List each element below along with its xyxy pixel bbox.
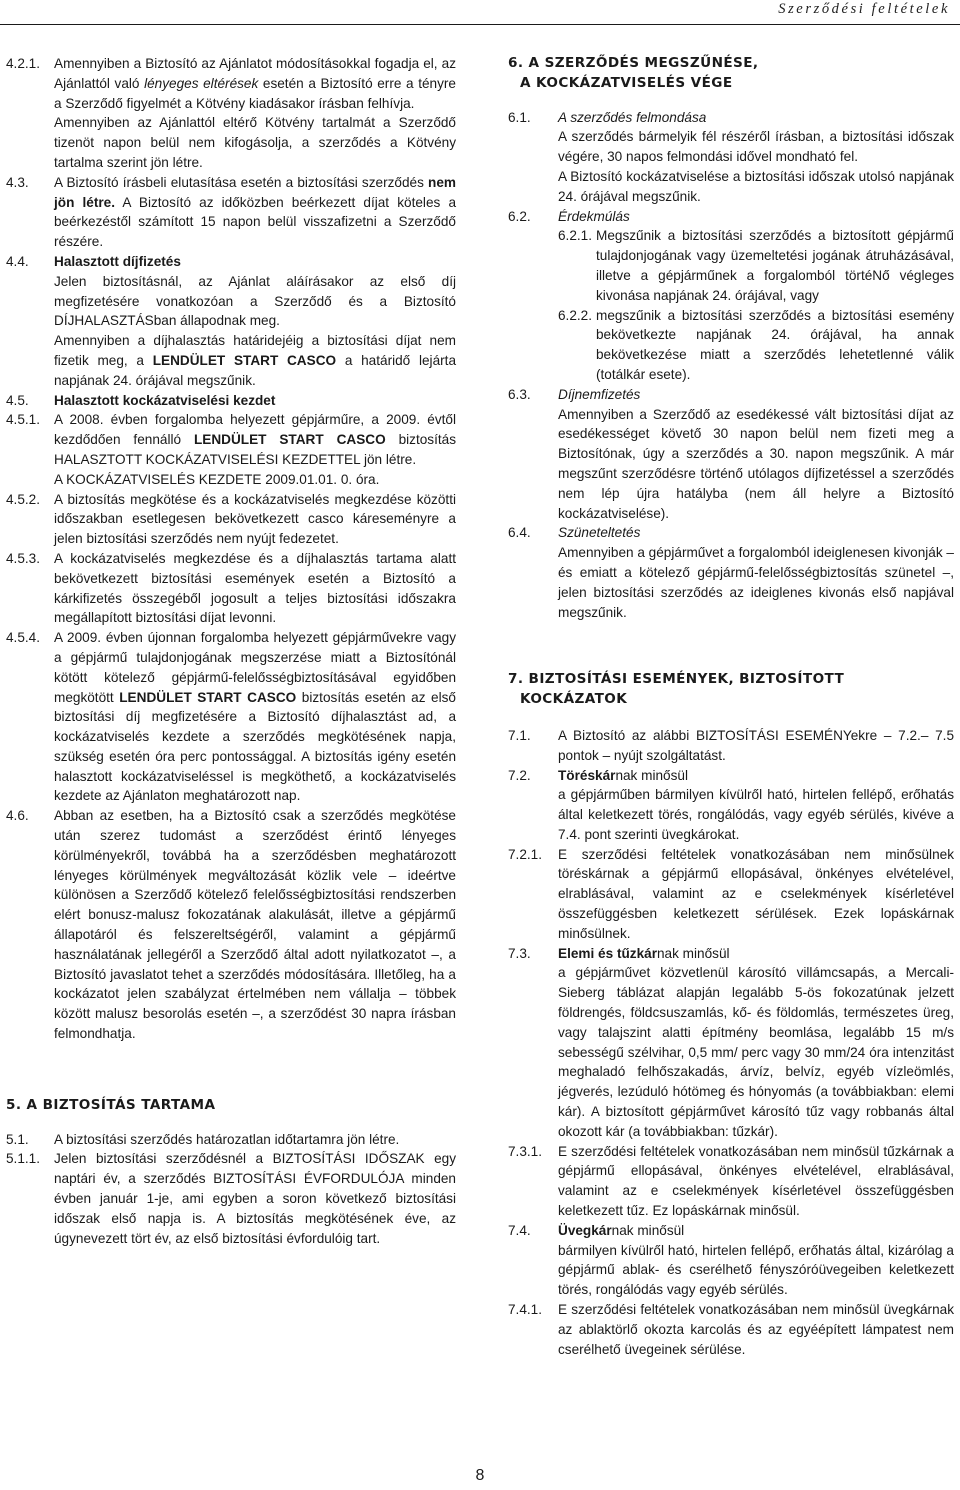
- clause-6-4: [508, 523, 954, 622]
- text-run: biztosítás esetén az első biztosítási díj megfizetésére a Biztosító díjhalasztást ad, a kockázatviselés kezdete a szerződés megkötésének napja, szükség esetén óra perc pontossággal. A biztosítás igény esetén halasztott kockázatviseléssel is megköthető, a kockázatviselés kezdete az Ajánlaton meghatározott nap.: [54, 689, 456, 804]
- clause-number: 4.6.: [6, 808, 29, 824]
- left-column: [6, 54, 456, 1248]
- clause-title: A szerződés felmondása: [558, 109, 707, 125]
- clause-number: 6.4.: [508, 525, 531, 541]
- clause-text: A KOCKÁZATVISELÉS KEZDETE 2009.01.01. 0. óra.: [54, 471, 380, 487]
- clause-number: 7.4.1.: [508, 1302, 543, 1318]
- clause-7-4-1: [508, 1300, 954, 1359]
- clause-6-1: [508, 108, 954, 207]
- spacer: [508, 710, 954, 726]
- clause-number: 4.2.1.: [6, 56, 41, 71]
- clause-title: [558, 944, 954, 964]
- clause-number: 4.5.: [6, 392, 29, 408]
- clause-title: Halasztott kockázatviselési kezdet: [54, 392, 276, 408]
- clause-7-1: [508, 726, 954, 766]
- spacer: [6, 1116, 456, 1130]
- clause-6-2: [508, 207, 954, 227]
- text-run: A 2009. évben újonnan forgalomba helyezett gépjárművekre vagy a gépjármű tulajdonjogának megszerzése miatt a Biztosítónál kötött kötelező gépjármű-felelősségbiztosításával egyidőben megkötött: [54, 630, 456, 705]
- emphasis-text: lényeges eltérések: [144, 75, 259, 91]
- text-run: nak minősül: [656, 945, 730, 961]
- heading-line: 7. BIZTOSÍTÁSI ESEMÉNYEK, BIZTOSÍTOTT: [508, 671, 845, 688]
- clause-7-3: [508, 944, 954, 1142]
- clause-number: 7.3.: [508, 945, 531, 961]
- clause-text: [54, 628, 456, 806]
- clause-title: Érdekmúlás: [558, 208, 630, 224]
- clause-4-5-1: [6, 410, 456, 489]
- bold-text: LENDÜLET START CASCO: [152, 352, 337, 368]
- clause-number: 4.5.2.: [6, 491, 41, 507]
- section-heading-5: 5. A BIZTOSÍTÁS TARTAMA: [6, 1096, 216, 1113]
- clause-number: 6.1.: [508, 109, 531, 125]
- clause-number: 4.5.3.: [6, 550, 41, 566]
- clause-title: Szüneteltetés: [558, 525, 641, 541]
- text-run: Amennyiben a Biztosító az Ajánlatot módosításokkal fogadja el, az Ajánlattól való: [54, 56, 456, 91]
- clause-number: 6.3.: [508, 386, 531, 402]
- clause-text: A szerződés bármelyik fél részéről írásban, a biztosítási időszak végére, 30 napos felmondási idővel mondható fel.: [558, 129, 954, 165]
- spacer: [6, 1044, 456, 1096]
- bold-text: Törésk: [558, 767, 603, 783]
- heading-line: KOCKÁZATOK: [520, 691, 628, 708]
- clause-7-4: [508, 1221, 954, 1300]
- clause-text: [54, 173, 456, 252]
- clause-text: Megszűnik a biztosítási szerződés a biztosított gépjármű tulajdonjogának vagy üzemeltetési jogának átruházásával, illetve a gépjárműnek a forgalomból törtéNő végleges kivonása napjának 24. órájával, vagy: [596, 228, 954, 303]
- clause-number: 5.1.: [6, 1131, 29, 1147]
- clause-4-5-4: [6, 628, 456, 806]
- clause-text: a gépjárműben bármilyen kívülről ható, hirtelen fellépő, erőhatás által keletkezett törés, rongálódás, vagy egyéb sérülés, kivéve a 7.4. pont szerinti üvegkárokat.: [558, 787, 954, 842]
- clause-7-2-1: [508, 845, 954, 944]
- clause-6-3: [508, 385, 954, 524]
- clause-4-6: [6, 806, 456, 1044]
- clause-6-2-2: [508, 306, 954, 385]
- clause-text: Abban az esetben, ha a Biztosító csak a szerződés megkötése után szerez tudomást a szerződést érintő lényeges körülményekről, továbbá ha a szerződésben meghatározott lényeges körülmények megváltozását közlik vele – ideértve különösen a Szerződő kötelező felelősségbiztosítási rendszerben elért bonusz-malusz fokozatának alakulását, illetve a gépjármű állapotáról és felszereltségéről, valamint a gépjármű használatának jellegéről a Szerződő által adott nyilatkozatot –, a Biztosító javaslatot tehet a szerződés módosítására. Illetőleg, ha a kockázatot jelen szabályzat értelmében nem vállalja – többek között malusz besorolás esetén –, a szerződést 30 napra írásban felmondhatja.: [54, 808, 456, 1042]
- clause-text: Jelen biztosításnál, az Ajánlat aláírásakor az első díj megfizetésére vonatkozóan a Szerződő és a Biztosító DÍJHALASZTÁSban állapodnak meg.: [54, 273, 456, 329]
- text-run: esetén a Biztosító erre a tényre a Szerződő figyelmét a Kötvény kiadásakor írásban felhívja.: [54, 75, 456, 111]
- clause-number: 7.2.: [508, 767, 531, 783]
- clause-number: 7.4.: [508, 1222, 531, 1238]
- clause-number: 6.2.: [508, 208, 531, 224]
- clause-text: a gépjárművet közvetlenül károsító villámcsapás, a Mercali-Sieberg táblázat alapján legalább 5-ös fokozatúnak jelzett földrengés, földcsuszamlás, kő- és földomlás, természetes üreg, vagy talajszint alatti építmény beomlása, legalább 15 m/s sebességű szélvihar, 0,5 mm/ perc vagy 30 mm/24 óra intenzitást meghaladó felhőszakadás, árvíz, belvíz, egyéb vízleömlés, jégverés, lezúduló hótömeg és hónyomás (a továbbiakban: elemi kár). A biztosított gépjárművet károsító tűz vagy robbanás által okozott kár (a továbbiakban: tűzkár).: [558, 965, 954, 1139]
- right-column: [508, 54, 954, 1359]
- clause-text: E szerződési feltételek vonatkozásában nem minősül üvegkárnak az ablaktörlő okozta karcolás és az egyéépített lámpatest nem cserélhető üvegeinek sérülése.: [558, 1302, 954, 1357]
- bold-text: Üvegkár: [558, 1222, 612, 1238]
- clause-title: Díjnemfizetés: [558, 386, 641, 402]
- clause-title: [558, 1221, 954, 1241]
- clause-number: 6.2.1.: [558, 228, 593, 244]
- clause-text: [54, 54, 456, 113]
- clause-4-4: [6, 252, 456, 391]
- clause-4-5: [6, 391, 456, 411]
- spacer: [508, 94, 954, 108]
- text-run: nak minősül: [611, 1222, 685, 1238]
- clause-title: Halasztott díjfizetés: [54, 253, 181, 269]
- clause-number: 7.3.1.: [508, 1143, 543, 1159]
- clause-5-1: [6, 1130, 456, 1150]
- section-heading-7: [508, 670, 954, 710]
- text-run: A Biztosító az időközben beérkezett díjat köteles a beérkezéstől számított 15 napon belül visszafizetni a Szerződő részére.: [54, 194, 457, 250]
- clause-text: A biztosítási szerződés határozatlan időtartamra jön létre.: [54, 1131, 400, 1147]
- clause-text: E szerződési feltételek vonatkozásában nem minősülnek töréskárnak a gépjármű ellopásával, önkényes elvételével, elrablásával, valamint az e cselekmények kísérletével összefüggésben keletkezett sérülések. Ezek lopáskárnak minősülnek.: [558, 846, 954, 941]
- page-header: [0, 0, 960, 20]
- bold-text: LENDÜLET START CASCO: [193, 432, 386, 448]
- clause-text: Amennyiben a Szerződő az esedékessé vált biztosítási díjat az esedékességet követő 30 napon belül nem fizeti meg a Biztosítónak, úgy a szerződés a 30. napon megszűnik. A már megszűnt szerződésre történő utólagos díjfizetéssel a szerződés nem lép újra hatályba (nem áll helyre a Biztosító kockázatviselése).: [558, 406, 954, 521]
- bold-text: ár: [602, 767, 616, 783]
- clause-text: Jelen biztosítási szerződésnél a BIZTOSÍTÁSI IDŐSZAK egy naptári év, a szerződés BIZTOSÍTÁSI ÉVFORDULÓJA minden évben január 1-je, ami egyben a soron következő biztosítási időszak első napja is. A biztosítás megkötésének éve, az úgynevezett tört év, az első biztosítási évfordulóig tart.: [54, 1151, 456, 1246]
- bold-text: LENDÜLET START CASCO: [119, 689, 297, 705]
- clause-text: A Biztosító kockázatviselése a biztosítási időszak utolsó napjának 24. órájával megszűnik.: [558, 168, 954, 204]
- clause-text: Amennyiben az Ajánlattól eltérő Kötvény tartalmát a Szerződő tizenöt napon belül nem kifogásolja, a szerződés a Kötvény tartalma szerint jön létre.: [54, 115, 456, 170]
- clause-title: [558, 766, 954, 786]
- spacer: [508, 622, 954, 670]
- text-run: a határidő lejárta napjának 24. órájával megszűnik.: [54, 352, 456, 388]
- clause-text: megszűnik a biztosítási szerződés a biztosítási esemény bekövetkezte napjának 24. órájával, ha annak bekövetkezése miatt a szerződés lehetetlenné válik (totálkár esete).: [596, 307, 954, 382]
- text-run: nak minősül: [615, 767, 688, 783]
- heading-line: A KOCKÁZATVISELÉS VÉGE: [520, 74, 733, 91]
- clause-text: E szerződési feltételek vonatkozásában nem minősül tűzkárnak a gépjármű ellopásával, önkényes elvételével, elrablásával, valamint az e cselekmények kísérletével összefüggésben keletkezett tűz. Ez lopáskárnak minősül.: [558, 1143, 954, 1219]
- clause-number: 4.5.1.: [6, 412, 41, 428]
- clause-5-1-1: [6, 1149, 456, 1248]
- clause-text: A Biztosító az alábbi BIZTOSÍTÁSI ESEMÉNYekre – 7.2.– 7.5 pontok – nyújt szolgáltatást.: [558, 727, 954, 763]
- section-heading-6: [508, 54, 954, 94]
- heading-line: 6. A SZERZŐDÉS MEGSZŰNÉSE,: [508, 55, 759, 71]
- header-title: Szerződési feltételek: [778, 1, 950, 18]
- clause-4-5-2: [6, 490, 456, 549]
- clause-text: [54, 331, 456, 390]
- clause-text: A kockázatviselés megkezdése és a díjhalasztás tartama alatt bekövetkezett biztosítási események esetén a Biztosító a kárkifizetés összegéből jogosult a teljes biztosítási időszakra megállapított biztosítási díjat levonni.: [54, 550, 456, 626]
- bold-text: nem jön létre.: [54, 174, 456, 210]
- clause-4-3: [6, 173, 456, 252]
- text-run: A 2008. évben forgalomba helyezett gépjárműre, a 2009. évtől kezdődően fennálló: [54, 412, 456, 448]
- header-rule: [0, 24, 960, 25]
- clause-number: 5.1.1.: [6, 1151, 41, 1167]
- clause-6-2-1: [508, 226, 954, 305]
- clause-number: 4.4.: [6, 253, 29, 269]
- clause-4-5-3: [6, 549, 456, 628]
- clause-7-2: [508, 766, 954, 845]
- clause-4-2-1: [6, 54, 456, 173]
- clause-number: 4.3.: [6, 174, 29, 190]
- clause-number: 6.2.2.: [558, 307, 593, 323]
- clause-7-3-1: [508, 1142, 954, 1221]
- page-number: 8: [475, 1467, 485, 1484]
- clause-text: A biztosítás megkötése és a kockázatviselés megkezdése közötti időszakban esetlegesen bekövetkezett casco káreseményre a jelen biztosítási szerződés nem nyújt fedezetet.: [54, 491, 456, 547]
- clause-number: 4.5.4.: [6, 630, 41, 646]
- text-run: biztosítás HALASZTOTT KOCKÁZATVISELÉSI KEZDETTEL jön létre.: [54, 432, 456, 467]
- clause-text: Amennyiben a gépjárművet a forgalomból ideiglenesen kivonják – és emiatt a kötelező gépjármű-felelősségbiztosítás szünetel –, jelen biztosítási szerződés az ideiglenes kivonás első napjával megszűnik.: [558, 545, 954, 620]
- bold-text: Elemi és tűzkár: [558, 945, 657, 961]
- clause-text: [54, 410, 456, 469]
- text-run: A Biztosító írásbeli elutasítása esetén a biztosítási szerződés: [54, 174, 429, 190]
- clause-text: bármilyen kívülről ható, hirtelen fellépő, erőhatás által, kizárólag a gépjármű ablak- és cserélhető fényszóróüvegeiben keletkezett törés, rongálódás vagy egyéb sérülés.: [558, 1242, 954, 1298]
- text-run: Amennyiben a díjhalasztás határidejéig a biztosítási díjat nem fizetik meg, a: [54, 333, 456, 368]
- clause-number: 7.2.1.: [508, 846, 543, 862]
- clause-number: 7.1.: [508, 727, 531, 743]
